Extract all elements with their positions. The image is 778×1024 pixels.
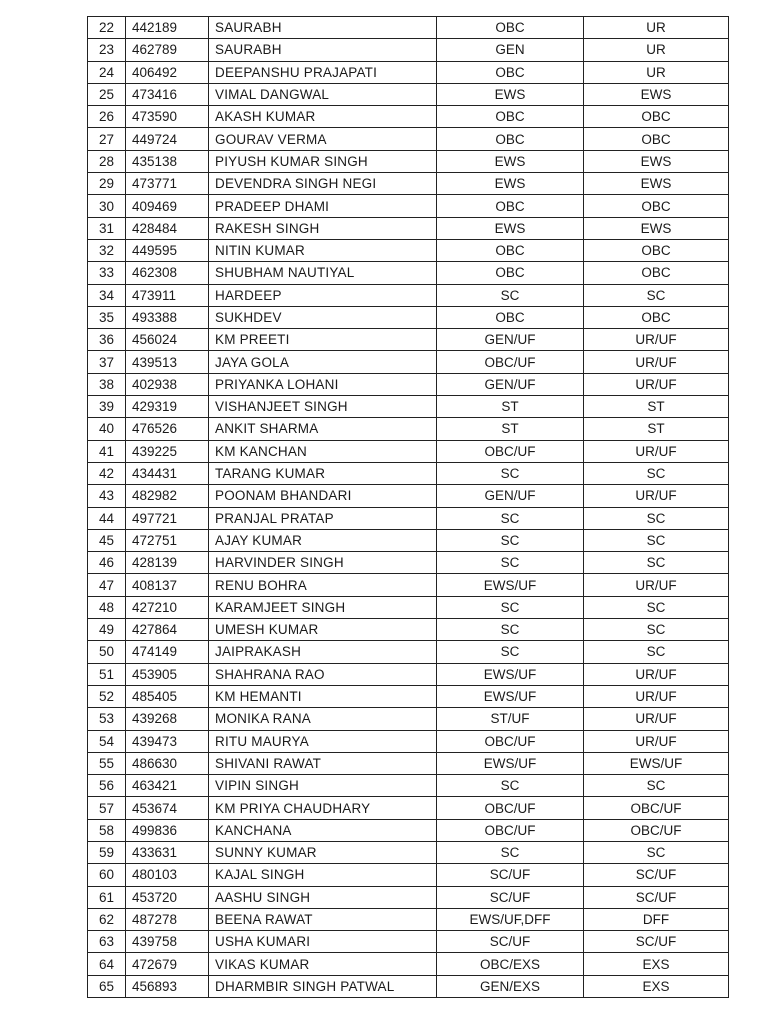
category-cell: SC xyxy=(437,841,584,863)
candidate-name-cell: KM PREETI xyxy=(209,329,437,351)
serial-number-cell: 52 xyxy=(88,685,126,707)
selected-category-cell: OBC xyxy=(584,306,729,328)
candidate-name-cell: USHA KUMARI xyxy=(209,931,437,953)
table-row xyxy=(88,106,729,128)
roll-number-cell: 439473 xyxy=(126,730,209,752)
category-cell: OBC xyxy=(437,195,584,217)
category-cell: OBC xyxy=(437,239,584,261)
candidate-name-cell: PRIYANKA LOHANI xyxy=(209,373,437,395)
category-cell: OBC xyxy=(437,106,584,128)
category-cell: OBC/UF xyxy=(437,819,584,841)
table-row xyxy=(88,284,729,306)
table-row xyxy=(88,195,729,217)
category-cell: SC xyxy=(437,507,584,529)
candidate-name-cell: RAKESH SINGH xyxy=(209,217,437,239)
roll-number-cell: 439758 xyxy=(126,931,209,953)
roll-number-cell: 409469 xyxy=(126,195,209,217)
table-row xyxy=(88,619,729,641)
serial-number-cell: 54 xyxy=(88,730,126,752)
roll-number-cell: 456893 xyxy=(126,975,209,997)
serial-number-cell: 35 xyxy=(88,306,126,328)
category-cell: SC xyxy=(437,284,584,306)
selected-category-cell: EWS xyxy=(584,150,729,172)
serial-number-cell: 30 xyxy=(88,195,126,217)
selected-category-cell: SC xyxy=(584,552,729,574)
selected-category-cell: UR/UF xyxy=(584,685,729,707)
table-row xyxy=(88,351,729,373)
serial-number-cell: 36 xyxy=(88,329,126,351)
roll-number-cell: 428484 xyxy=(126,217,209,239)
roll-number-cell: 453720 xyxy=(126,886,209,908)
category-cell: OBC xyxy=(437,61,584,83)
candidate-name-cell: VIPIN SINGH xyxy=(209,775,437,797)
category-cell: SC xyxy=(437,775,584,797)
serial-number-cell: 42 xyxy=(88,462,126,484)
table-row xyxy=(88,819,729,841)
serial-number-cell: 43 xyxy=(88,485,126,507)
roll-number-cell: 474149 xyxy=(126,641,209,663)
table-row xyxy=(88,596,729,618)
selected-category-cell: SC xyxy=(584,641,729,663)
roll-number-cell: 473771 xyxy=(126,173,209,195)
roll-number-cell: 485405 xyxy=(126,685,209,707)
selected-category-cell: EWS xyxy=(584,173,729,195)
table-row xyxy=(88,440,729,462)
table-row xyxy=(88,239,729,261)
candidate-name-cell: JAIPRAKASH xyxy=(209,641,437,663)
roll-number-cell: 427210 xyxy=(126,596,209,618)
candidate-name-cell: JAYA GOLA xyxy=(209,351,437,373)
roll-number-cell: 473590 xyxy=(126,106,209,128)
serial-number-cell: 39 xyxy=(88,396,126,418)
roll-number-cell: 493388 xyxy=(126,306,209,328)
category-cell: EWS xyxy=(437,150,584,172)
selected-category-cell: EXS xyxy=(584,953,729,975)
serial-number-cell: 57 xyxy=(88,797,126,819)
selected-category-cell: OBC/UF xyxy=(584,797,729,819)
table-row xyxy=(88,886,729,908)
results-table-body xyxy=(88,17,729,998)
selected-category-cell: UR/UF xyxy=(584,373,729,395)
candidate-name-cell: KM KANCHAN xyxy=(209,440,437,462)
table-row xyxy=(88,17,729,39)
category-cell: EWS/UF xyxy=(437,752,584,774)
serial-number-cell: 26 xyxy=(88,106,126,128)
candidate-name-cell: VISHANJEET SINGH xyxy=(209,396,437,418)
category-cell: EWS xyxy=(437,83,584,105)
candidate-name-cell: AASHU SINGH xyxy=(209,886,437,908)
serial-number-cell: 23 xyxy=(88,39,126,61)
candidate-name-cell: RENU BOHRA xyxy=(209,574,437,596)
selected-category-cell: EXS xyxy=(584,975,729,997)
roll-number-cell: 462308 xyxy=(126,262,209,284)
candidate-name-cell: HARDEEP xyxy=(209,284,437,306)
table-row xyxy=(88,752,729,774)
category-cell: OBC/UF xyxy=(437,797,584,819)
serial-number-cell: 29 xyxy=(88,173,126,195)
candidate-name-cell: DHARMBIR SINGH PATWAL xyxy=(209,975,437,997)
category-cell: SC/UF xyxy=(437,886,584,908)
roll-number-cell: 449724 xyxy=(126,128,209,150)
selected-category-cell: SC xyxy=(584,841,729,863)
category-cell: GEN/UF xyxy=(437,373,584,395)
category-cell: OBC xyxy=(437,128,584,150)
serial-number-cell: 45 xyxy=(88,529,126,551)
selected-category-cell: UR/UF xyxy=(584,663,729,685)
roll-number-cell: 482982 xyxy=(126,485,209,507)
selected-category-cell: EWS/UF xyxy=(584,752,729,774)
roll-number-cell: 449595 xyxy=(126,239,209,261)
selected-category-cell: SC xyxy=(584,619,729,641)
roll-number-cell: 439225 xyxy=(126,440,209,462)
roll-number-cell: 427864 xyxy=(126,619,209,641)
category-cell: EWS/UF xyxy=(437,663,584,685)
category-cell: EWS/UF xyxy=(437,574,584,596)
roll-number-cell: 473416 xyxy=(126,83,209,105)
category-cell: OBC xyxy=(437,17,584,39)
candidate-name-cell: SAURABH xyxy=(209,39,437,61)
serial-number-cell: 38 xyxy=(88,373,126,395)
serial-number-cell: 63 xyxy=(88,931,126,953)
selected-category-cell: SC xyxy=(584,462,729,484)
serial-number-cell: 44 xyxy=(88,507,126,529)
category-cell: GEN/UF xyxy=(437,329,584,351)
serial-number-cell: 50 xyxy=(88,641,126,663)
category-cell: OBC xyxy=(437,306,584,328)
candidate-name-cell: KARAMJEET SINGH xyxy=(209,596,437,618)
selected-category-cell: SC xyxy=(584,507,729,529)
category-cell: GEN xyxy=(437,39,584,61)
roll-number-cell: 456024 xyxy=(126,329,209,351)
selected-category-cell: OBC xyxy=(584,106,729,128)
selected-category-cell: UR/UF xyxy=(584,730,729,752)
serial-number-cell: 51 xyxy=(88,663,126,685)
selected-category-cell: OBC xyxy=(584,262,729,284)
table-row xyxy=(88,128,729,150)
table-row xyxy=(88,931,729,953)
table-row xyxy=(88,396,729,418)
category-cell: ST xyxy=(437,418,584,440)
candidate-name-cell: MONIKA RANA xyxy=(209,708,437,730)
serial-number-cell: 61 xyxy=(88,886,126,908)
table-row xyxy=(88,418,729,440)
roll-number-cell: 480103 xyxy=(126,864,209,886)
candidate-name-cell: KAJAL SINGH xyxy=(209,864,437,886)
candidate-name-cell: HARVINDER SINGH xyxy=(209,552,437,574)
candidate-name-cell: SHAHRANA RAO xyxy=(209,663,437,685)
table-row xyxy=(88,83,729,105)
table-row xyxy=(88,975,729,997)
table-row xyxy=(88,217,729,239)
table-row xyxy=(88,864,729,886)
category-cell: SC xyxy=(437,619,584,641)
serial-number-cell: 41 xyxy=(88,440,126,462)
selected-category-cell: ST xyxy=(584,418,729,440)
results-table xyxy=(87,16,729,998)
category-cell: SC xyxy=(437,552,584,574)
table-row xyxy=(88,953,729,975)
serial-number-cell: 37 xyxy=(88,351,126,373)
candidate-name-cell: DEEPANSHU PRAJAPATI xyxy=(209,61,437,83)
selected-category-cell: SC/UF xyxy=(584,931,729,953)
roll-number-cell: 472679 xyxy=(126,953,209,975)
category-cell: OBC xyxy=(437,262,584,284)
selected-category-cell: UR/UF xyxy=(584,351,729,373)
candidate-name-cell: KM HEMANTI xyxy=(209,685,437,707)
roll-number-cell: 408137 xyxy=(126,574,209,596)
candidate-name-cell: PIYUSH KUMAR SINGH xyxy=(209,150,437,172)
serial-number-cell: 49 xyxy=(88,619,126,641)
serial-number-cell: 62 xyxy=(88,908,126,930)
table-row xyxy=(88,485,729,507)
serial-number-cell: 28 xyxy=(88,150,126,172)
category-cell: SC xyxy=(437,462,584,484)
selected-category-cell: DFF xyxy=(584,908,729,930)
serial-number-cell: 47 xyxy=(88,574,126,596)
category-cell: EWS/UF,DFF xyxy=(437,908,584,930)
candidate-name-cell: AKASH KUMAR xyxy=(209,106,437,128)
selected-category-cell: UR xyxy=(584,61,729,83)
candidate-name-cell: POONAM BHANDARI xyxy=(209,485,437,507)
candidate-name-cell: ANKIT SHARMA xyxy=(209,418,437,440)
candidate-name-cell: DEVENDRA SINGH NEGI xyxy=(209,173,437,195)
category-cell: GEN/UF xyxy=(437,485,584,507)
table-row xyxy=(88,529,729,551)
serial-number-cell: 60 xyxy=(88,864,126,886)
candidate-name-cell: SUKHDEV xyxy=(209,306,437,328)
roll-number-cell: 429319 xyxy=(126,396,209,418)
table-row xyxy=(88,262,729,284)
roll-number-cell: 463421 xyxy=(126,775,209,797)
serial-number-cell: 64 xyxy=(88,953,126,975)
roll-number-cell: 442189 xyxy=(126,17,209,39)
serial-number-cell: 27 xyxy=(88,128,126,150)
table-row xyxy=(88,373,729,395)
candidate-name-cell: PRADEEP DHAMI xyxy=(209,195,437,217)
serial-number-cell: 65 xyxy=(88,975,126,997)
roll-number-cell: 486630 xyxy=(126,752,209,774)
serial-number-cell: 25 xyxy=(88,83,126,105)
roll-number-cell: 402938 xyxy=(126,373,209,395)
table-row xyxy=(88,150,729,172)
category-cell: EWS xyxy=(437,173,584,195)
candidate-name-cell: UMESH KUMAR xyxy=(209,619,437,641)
roll-number-cell: 453674 xyxy=(126,797,209,819)
serial-number-cell: 46 xyxy=(88,552,126,574)
table-row xyxy=(88,329,729,351)
table-row xyxy=(88,841,729,863)
candidate-name-cell: NITIN KUMAR xyxy=(209,239,437,261)
candidate-name-cell: SHIVANI RAWAT xyxy=(209,752,437,774)
candidate-name-cell: RITU MAURYA xyxy=(209,730,437,752)
selected-category-cell: SC xyxy=(584,775,729,797)
table-row xyxy=(88,507,729,529)
selected-category-cell: ST xyxy=(584,396,729,418)
selected-category-cell: UR xyxy=(584,17,729,39)
serial-number-cell: 31 xyxy=(88,217,126,239)
candidate-name-cell: SAURABH xyxy=(209,17,437,39)
candidate-name-cell: AJAY KUMAR xyxy=(209,529,437,551)
category-cell: SC/UF xyxy=(437,931,584,953)
category-cell: SC xyxy=(437,641,584,663)
roll-number-cell: 406492 xyxy=(126,61,209,83)
serial-number-cell: 48 xyxy=(88,596,126,618)
category-cell: ST/UF xyxy=(437,708,584,730)
table-row xyxy=(88,462,729,484)
roll-number-cell: 462789 xyxy=(126,39,209,61)
serial-number-cell: 33 xyxy=(88,262,126,284)
category-cell: OBC/UF xyxy=(437,730,584,752)
table-row xyxy=(88,908,729,930)
category-cell: OBC/UF xyxy=(437,440,584,462)
table-row xyxy=(88,574,729,596)
serial-number-cell: 22 xyxy=(88,17,126,39)
selected-category-cell: OBC xyxy=(584,195,729,217)
table-row xyxy=(88,552,729,574)
selected-category-cell: EWS xyxy=(584,83,729,105)
serial-number-cell: 56 xyxy=(88,775,126,797)
serial-number-cell: 34 xyxy=(88,284,126,306)
serial-number-cell: 55 xyxy=(88,752,126,774)
candidate-name-cell: VIMAL DANGWAL xyxy=(209,83,437,105)
roll-number-cell: 439513 xyxy=(126,351,209,373)
selected-category-cell: UR/UF xyxy=(584,329,729,351)
selected-category-cell: UR/UF xyxy=(584,708,729,730)
serial-number-cell: 40 xyxy=(88,418,126,440)
category-cell: ST xyxy=(437,396,584,418)
selected-category-cell: SC xyxy=(584,284,729,306)
roll-number-cell: 435138 xyxy=(126,150,209,172)
category-cell: OBC/UF xyxy=(437,351,584,373)
category-cell: SC/UF xyxy=(437,864,584,886)
serial-number-cell: 59 xyxy=(88,841,126,863)
roll-number-cell: 497721 xyxy=(126,507,209,529)
selected-category-cell: OBC/UF xyxy=(584,819,729,841)
selected-category-cell: UR xyxy=(584,39,729,61)
table-row xyxy=(88,306,729,328)
serial-number-cell: 53 xyxy=(88,708,126,730)
candidate-name-cell: KM PRIYA CHAUDHARY xyxy=(209,797,437,819)
roll-number-cell: 428139 xyxy=(126,552,209,574)
candidate-name-cell: BEENA RAWAT xyxy=(209,908,437,930)
candidate-name-cell: TARANG KUMAR xyxy=(209,462,437,484)
candidate-name-cell: PRANJAL PRATAP xyxy=(209,507,437,529)
category-cell: EWS/UF xyxy=(437,685,584,707)
selected-category-cell: OBC xyxy=(584,128,729,150)
roll-number-cell: 487278 xyxy=(126,908,209,930)
roll-number-cell: 476526 xyxy=(126,418,209,440)
candidate-name-cell: GOURAV VERMA xyxy=(209,128,437,150)
table-row xyxy=(88,775,729,797)
candidate-name-cell: SHUBHAM NAUTIYAL xyxy=(209,262,437,284)
selected-category-cell: UR/UF xyxy=(584,440,729,462)
selected-category-cell: UR/UF xyxy=(584,574,729,596)
category-cell: EWS xyxy=(437,217,584,239)
candidate-name-cell: VIKAS KUMAR xyxy=(209,953,437,975)
serial-number-cell: 32 xyxy=(88,239,126,261)
roll-number-cell: 434431 xyxy=(126,462,209,484)
selected-category-cell: SC xyxy=(584,596,729,618)
selected-category-cell: SC xyxy=(584,529,729,551)
roll-number-cell: 473911 xyxy=(126,284,209,306)
selected-category-cell: EWS xyxy=(584,217,729,239)
table-row xyxy=(88,61,729,83)
category-cell: SC xyxy=(437,596,584,618)
candidate-name-cell: SUNNY KUMAR xyxy=(209,841,437,863)
category-cell: OBC/EXS xyxy=(437,953,584,975)
candidate-name-cell: KANCHANA xyxy=(209,819,437,841)
table-row xyxy=(88,663,729,685)
selected-category-cell: OBC xyxy=(584,239,729,261)
table-row xyxy=(88,797,729,819)
table-row xyxy=(88,173,729,195)
selected-category-cell: UR/UF xyxy=(584,485,729,507)
category-cell: SC xyxy=(437,529,584,551)
roll-number-cell: 453905 xyxy=(126,663,209,685)
table-row xyxy=(88,708,729,730)
selected-category-cell: SC/UF xyxy=(584,886,729,908)
table-row xyxy=(88,641,729,663)
table-row xyxy=(88,730,729,752)
roll-number-cell: 499836 xyxy=(126,819,209,841)
roll-number-cell: 433631 xyxy=(126,841,209,863)
table-row xyxy=(88,685,729,707)
selected-category-cell: SC/UF xyxy=(584,864,729,886)
category-cell: GEN/EXS xyxy=(437,975,584,997)
roll-number-cell: 472751 xyxy=(126,529,209,551)
serial-number-cell: 58 xyxy=(88,819,126,841)
table-row xyxy=(88,39,729,61)
serial-number-cell: 24 xyxy=(88,61,126,83)
roll-number-cell: 439268 xyxy=(126,708,209,730)
